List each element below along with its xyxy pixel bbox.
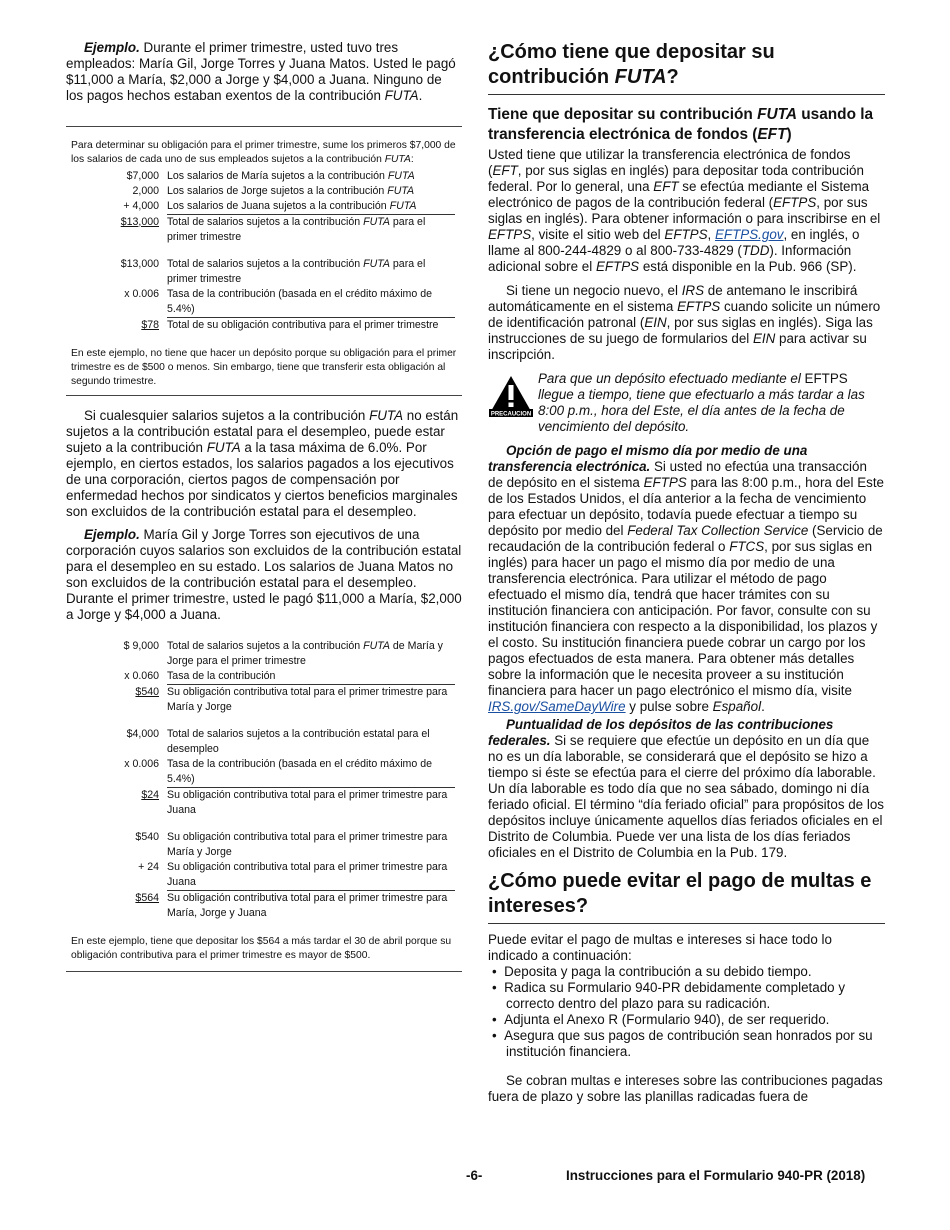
text-run: EIN: [752, 331, 776, 346]
text-run: se efectúa mediante el Sistema electrónico de pagos de la contribución federal (: [488, 179, 870, 210]
heading-deposit: [488, 40, 885, 90]
calc-row: [71, 318, 455, 334]
calc-description-text: Los salarios de María sujetos a la contribución: [167, 170, 388, 182]
example-1-paragraph: [66, 40, 462, 104]
example-1-label: Ejemplo.: [84, 40, 140, 55]
calc-amount-value: 2,000: [132, 185, 159, 197]
calc-row: [71, 257, 455, 287]
text-run: EFTPS: [643, 475, 687, 490]
calc-amount: [71, 169, 167, 184]
calc-description-text: para el primer trimestre: [167, 216, 426, 243]
state-unemployment-paragraph: [66, 408, 462, 520]
caution-label: PRECAUCION: [490, 411, 532, 417]
bullet-icon: •: [492, 980, 505, 995]
box-1-intro: [71, 139, 462, 167]
calc-amount: [71, 184, 167, 199]
spacer-row: [71, 715, 455, 727]
text-run: TDD: [741, 243, 770, 258]
futa-term: FUTA: [384, 154, 411, 165]
futa-term: FUTA: [363, 258, 390, 270]
text-run: , por sus siglas en inglés). Para obtener información o para inscribirse en el: [488, 195, 881, 226]
calc-description: [167, 287, 455, 318]
calc-description-text: Total de salarios sujetos a la contribución estatal para el desempleo: [167, 728, 430, 755]
calc-description: [167, 727, 455, 757]
calc-description: [167, 318, 455, 334]
text-run: .: [761, 699, 765, 714]
calc-description: [167, 215, 455, 246]
example-2-label: Ejemplo.: [84, 527, 140, 542]
calc-description-text: Total de salarios sujetos a la contribución: [167, 258, 364, 270]
link[interactable]: EFTPS.gov: [715, 227, 784, 242]
calc-description: [167, 860, 455, 891]
calc-description-text: Total de su obligación contributiva para el primer trimestre: [167, 319, 439, 331]
text-run: EFTPS: [773, 195, 817, 210]
text-run: y pulse sobre: [625, 699, 713, 714]
section-heading-deposit: [488, 40, 885, 95]
calc-amount-value: $78: [141, 318, 159, 331]
bullet-item: [488, 964, 885, 980]
box-1-note: En este ejemplo, no tiene que hacer un depósito porque su obligación para el primer trimestre es de $500 o menos. Sin embargo, tiene que transferir esta obligación al segundo trimestre.: [71, 348, 457, 387]
calc-amount: [71, 830, 167, 860]
text-run: IRS: [681, 283, 705, 298]
calc-description-text: Los salarios de Juana sujetos a la contribución: [167, 200, 390, 212]
calc-amount: [71, 669, 167, 685]
calculation-box-2: [66, 639, 462, 972]
calc-amount-value: $13,000: [120, 258, 159, 270]
calc-amount-value: $24: [141, 788, 159, 801]
caution-note: [488, 371, 885, 435]
calculation-table-1: [71, 169, 455, 333]
calc-amount: [71, 788, 167, 819]
timeliness-paragraph: [488, 717, 885, 861]
text-run: EFTPS: [804, 371, 848, 386]
calc-amount: [71, 257, 167, 287]
bullet-text: Adjunta el Anexo R (Formulario 940), de ser requerido.: [504, 1012, 830, 1027]
eft-term: EFT: [757, 126, 787, 143]
subheading-eft: [488, 105, 885, 145]
calc-description-text: Su obligación contributiva total para el primer trimestre para Juana: [167, 789, 448, 816]
period: .: [418, 88, 423, 103]
calc-row: [71, 199, 455, 215]
run-in-heading: Puntualidad de los depósitos de las contribuciones federales.: [488, 717, 834, 748]
futa-term: FUTA: [387, 170, 415, 182]
heading-penalties: ¿Cómo puede evitar el pago de multas e intereses?: [488, 870, 872, 917]
calc-amount-value: $564: [135, 891, 159, 904]
text-run: cuando solicite un número de identificación patronal (: [488, 299, 881, 330]
calc-row: [71, 891, 455, 922]
calc-amount: [71, 685, 167, 716]
calc-amount: [71, 287, 167, 318]
calc-amount-value: x 0.060: [124, 670, 159, 682]
calc-description-text: Su obligación contributiva total para el primer trimestre para María y Jorge: [167, 686, 448, 713]
text-run: EFT: [653, 179, 679, 194]
futa-term: FUTA: [206, 440, 241, 455]
spacer-cell: [71, 818, 455, 830]
left-column: [66, 40, 462, 972]
calc-row: [71, 184, 455, 199]
calc-amount-value: + 4,000: [123, 200, 159, 212]
calc-description-text: Su obligación contributiva total para el primer trimestre para María y Jorge: [167, 831, 448, 858]
caution-icon: [489, 375, 533, 417]
calc-description-text: para el primer trimestre: [167, 258, 426, 285]
calc-amount-value: + 24: [138, 861, 159, 873]
calc-amount-value: $7,000: [126, 170, 159, 182]
calc-description: [167, 685, 455, 716]
example-1-text: Durante el primer trimestre, usted tuvo tres empleados: María Gil, Jorge Torres y Juana Matos. Usted le pagó $11,000 a María, $2,000 a Jorge y $4,000 a Juana. Ninguno de los pagos hechos estaban exentos de la contribución: [66, 40, 456, 103]
penalties-intro: Puede evitar el pago de multas e intereses si hace todo lo indicado a continuación:: [488, 932, 832, 963]
calc-description: [167, 830, 455, 860]
text-run: , por sus siglas en inglés). Siga las instrucciones de su juego de formularios del: [488, 315, 873, 346]
calc-row: [71, 169, 455, 184]
calc-description: [167, 257, 455, 287]
calc-row: [71, 727, 455, 757]
text-run: EFTPS: [595, 259, 640, 274]
text-run: EFT: [492, 163, 518, 178]
text-run: Federal Tax Collection Service: [627, 523, 809, 538]
calc-description: [167, 788, 455, 819]
calc-row: [71, 639, 455, 669]
run-in-heading: Opción de pago el mismo día por medio de una transferencia electrónica.: [488, 443, 808, 474]
text-run: de antemano le inscribirá automáticamente en el sistema: [488, 283, 858, 314]
text-run: EIN: [644, 315, 667, 330]
calc-description-text: Tasa de la contribución (basada en el crédito máximo de 5.4%): [167, 288, 432, 315]
bullet-item: [488, 1012, 885, 1028]
futa-term: FUTA: [387, 185, 415, 197]
eft-paragraph: [488, 147, 885, 275]
text-run: Para que un depósito efectuado mediante el: [538, 371, 805, 386]
example-2-paragraph: [66, 527, 462, 623]
bullet-item: [488, 980, 885, 1012]
calc-amount-value: $540: [135, 831, 159, 843]
section-heading-penalties: [488, 869, 885, 924]
calc-amount-value: $ 9,000: [123, 640, 159, 652]
calc-amount-value: x 0.006: [124, 758, 159, 770]
calc-row: [71, 757, 455, 788]
calc-amount: [71, 215, 167, 246]
calc-row: [71, 788, 455, 819]
bullet-icon: •: [492, 964, 505, 979]
p2-c: a la tasa máxima de 6.0%. Por ejemplo, en ciertos estados, los salarios pagados a los ejecutivos de una corporación, ciertos pagos de compensación por enfermedad hechos por sindicatos y ciertos beneficios marginales son excluidos de la contribución estatal para el desempleo.: [66, 440, 458, 519]
calc-description-text: Los salarios de Jorge sujetos a la contribución: [167, 185, 388, 197]
calc-row: [71, 685, 455, 716]
futa-term: FUTA: [369, 408, 404, 423]
calc-description: [167, 199, 455, 215]
page-number: -6-: [466, 1168, 483, 1183]
calc-amount-value: x 0.006: [124, 288, 159, 300]
bullet-icon: •: [492, 1012, 505, 1027]
text-run: FTCS: [729, 539, 765, 554]
futa-term: FUTA: [389, 200, 417, 212]
text-run: Usted tiene que utilizar la transferencia electrónica de fondos (: [488, 147, 851, 178]
bullet-text: Radica su Formulario 940-PR debidamente completado y correcto dentro del plazo para su radicación.: [504, 980, 846, 1011]
link[interactable]: IRS.gov/SameDayWire: [488, 699, 626, 714]
calc-description: [167, 639, 455, 669]
calc-description-text: Total de salarios sujetos a la contribución: [167, 640, 364, 652]
calc-row: [71, 669, 455, 685]
calc-amount: [71, 860, 167, 891]
text-run: , en inglés, o llame al 800-244-4829 o al 800-733-4829 (: [488, 227, 860, 258]
calc-description-text: Su obligación contributiva total para el primer trimestre para Juana: [167, 861, 448, 888]
spacer-cell: [71, 715, 455, 727]
subheading-eft-b: usando la transferencia electrónica de fondos (: [488, 106, 874, 143]
calc-description-text: de María y Jorge para el primer trimestre: [167, 640, 443, 667]
bullet-icon: •: [492, 1028, 505, 1043]
right-column: [488, 40, 885, 1105]
text-run: EFTPS: [677, 299, 721, 314]
calc-description-text: Su obligación contributiva total para el primer trimestre para María, Jorge y Juana: [167, 892, 448, 919]
calc-amount: [71, 639, 167, 669]
calc-description-text: Tasa de la contribución (basada en el crédito máximo de 5.4%): [167, 758, 432, 785]
box-1-intro-text: Para determinar su obligación para el primer trimestre, sume los primeros $7,000 de los salarios de cada uno de sus empleados sujetos a la contribución: [71, 140, 456, 165]
calc-amount: [71, 199, 167, 215]
calc-amount-value: $13,000: [120, 215, 159, 228]
calc-row: [71, 215, 455, 246]
calc-description-text: Total de salarios sujetos a la contribución: [167, 216, 364, 228]
calc-description: [167, 669, 455, 685]
text-run: llegue a tiempo, tiene que efectuarlo a más tardar a las 8:00 p.m., hora del Este, el día antes de la fecha de vencimiento del depósito.: [538, 387, 865, 434]
footer-title: Instrucciones para el Formulario 940-PR (2018): [566, 1168, 866, 1183]
text-run: Si se requiere que efectúe un depósito en un día que no es un día laborable, se considerará que el depósito se hizo a tiempo si éste se efectúa para el cierre del próximo día laborable. Un día laborable es todo día que no sea sábado, domingo ni día feriado oficial. El término “día feriado oficial” para propósitos de los depósitos incluye únicamente aquellos días feriados oficiales en el Distrito de Columbia. Puede ver una lista de los días feriados oficiales en el Distrito de Columbia en la Pub. 179.: [488, 733, 884, 860]
calc-row: [71, 860, 455, 891]
calculation-box-1: [66, 126, 462, 396]
text-run: , por sus siglas en inglés) para hacer un pago el mismo día por medio de una transferencia electrónica. Para utilizar el método de pago efectuado el mismo día, tendrá que hacer trámites con su institución financiera con anticipación. Por favor, consulte con su institución financiera con respecto a la disponibilidad, los plazos y el costo. Su institución financiera puede cobrar un cargo por los pagos efectuados de esta manera. Para obtener más detalles sobre la información que le necesita proveer a su institución financiera para hacer un pago electrónico el mismo día, visite: [488, 539, 878, 698]
penalties-paragraph: Se cobran multas e intereses sobre las contribuciones pagadas fuera de plazo y sobre las planillas radicadas fuera de: [488, 1073, 883, 1104]
calculation-table-2: [71, 639, 455, 921]
text-run: ,: [707, 227, 715, 242]
futa-term: FUTA: [363, 640, 390, 652]
spacer-cell: [71, 245, 455, 257]
text-run: , por sus siglas en inglés) para depositar toda contribución federal. Por lo general, una: [488, 163, 864, 194]
bullet-text: Deposita y paga la contribución a su debido tiempo.: [504, 964, 812, 979]
bullet-item: [488, 1028, 885, 1060]
text-run: EFTPS: [488, 227, 532, 242]
text-run: EFTPS: [664, 227, 708, 242]
calc-amount: [71, 891, 167, 922]
box-2-note: En este ejemplo, tiene que depositar los $564 a más tardar el 30 de abril porque su obligación contributiva para el primer trimestre es mayor de $500.: [71, 936, 452, 961]
same-day-payment-paragraph: [488, 443, 885, 715]
futa-term: FUTA: [614, 66, 667, 88]
calc-amount: [71, 318, 167, 334]
text-run: para activar su inscripción.: [488, 331, 867, 362]
calc-description: [167, 891, 455, 922]
text-run: ). Información adicional sobre el: [488, 243, 852, 274]
calc-amount-value: $540: [135, 685, 159, 698]
text-run: (Servicio de recaudación de la contribución federal o: [488, 523, 883, 554]
text-run: , visite el sitio web del: [531, 227, 665, 242]
text-run: Si usted no efectúa una transacción de depósito en el sistema: [488, 459, 867, 490]
caution-text: [538, 371, 885, 435]
calc-amount: [71, 727, 167, 757]
example-2-text: María Gil y Jorge Torres son ejecutivos de una corporación cuyos salarios son excluidos de la contribución estatal para el desempleo en su estado. Los salarios de Juana Matos no son excluidos de la contribución estatal para el desempleo. Durante el primer trimestre, usted le pagó $11,000 a María, $2,000 a Jorge y $4,000 a Juana.: [66, 527, 462, 622]
text-run: Español: [712, 699, 762, 714]
calc-description: [167, 757, 455, 788]
calc-description: [167, 184, 455, 199]
p2-b: no están sujetos a la contribución estatal para el desempleo, puede estar sujeto a la contribución: [66, 408, 459, 455]
calc-description: [167, 169, 455, 184]
bullet-text: Asegura que sus pagos de contribución sean honrados por su institución financiera.: [504, 1028, 873, 1059]
calc-description-text: Tasa de la contribución: [167, 670, 276, 682]
futa-term: FUTA: [363, 216, 390, 228]
futa-term: FUTA: [384, 88, 419, 103]
calc-row: [71, 287, 455, 318]
futa-term: FUTA: [757, 106, 797, 123]
spacer-row: [71, 245, 455, 257]
new-business-paragraph: [488, 283, 885, 363]
penalties-bullet-list: [488, 964, 885, 1060]
text-run: para las 8:00 p.m., hora del Este de los Estados Unidos, el día anterior a la fecha de vencimiento para efectuar un depósito, todavía puede efectuar a tiempo su depósito por medio del: [488, 475, 884, 538]
subheading-eft-a: Tiene que depositar su contribución: [488, 106, 758, 123]
calc-row: [71, 830, 455, 860]
heading-deposit-text: ¿Cómo tiene que depositar su contribución: [488, 41, 775, 88]
spacer-row: [71, 818, 455, 830]
text-run: Si tiene un negocio nuevo, el: [506, 283, 682, 298]
calc-amount-value: $4,000: [126, 728, 159, 740]
text-run: está disponible en la Pub. 966 (SP).: [639, 259, 857, 274]
colon: :: [410, 154, 414, 165]
subheading-eft-c: ): [786, 126, 792, 143]
calc-amount: [71, 757, 167, 788]
p2-a: Si cualesquier salarios sujetos a la contribución: [84, 408, 370, 423]
question-mark: ?: [666, 66, 679, 88]
